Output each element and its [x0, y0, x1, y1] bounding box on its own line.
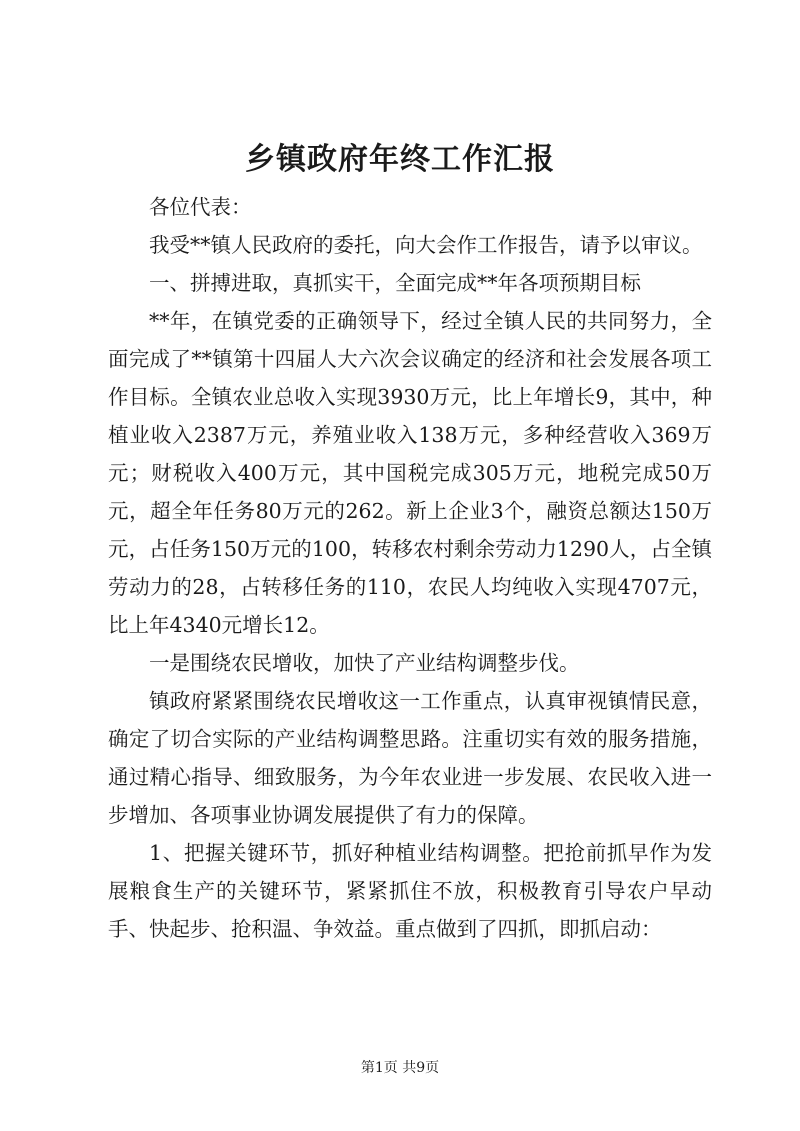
paragraph-intro: 我受**镇人民政府的委托，向大会作工作报告，请予以审议。 — [149, 233, 703, 257]
document-title: 乡镇政府年终工作汇报 — [245, 142, 555, 177]
paragraph-planting-structure: 1、把握关键环节，抓好种植业结构调整。把抢前抓早作为发展粮食生产的关键环节，紧紧抓住不放，积极教育引导农户早动手、快起步、抢积温、争效益。重点做到了四抓，即抓启动： — [108, 841, 712, 941]
paragraph-structure-adjustment: 镇政府紧紧围绕农民增收这一工作重点，认真审视镇情民意，确定了切合实际的产业结构调整思路。注重切实有效的服务措施，通过精心指导、细致服务，为今年农业进一步发展、农民收入进一步增加、各项事业协调发展提供了有力的保障。 — [108, 689, 712, 827]
document-body — [108, 188, 712, 948]
paragraph-summary: **年，在镇党委的正确领导下，经过全镇人民的共同努力，全面完成了**镇第十四届人大六次会议确定的经济和社会发展各项工作目标。全镇农业总收入实现3930万元，比上年增长9，其中，种植业收入2387万元，养殖业收入138万元，多种经营收入369万元；财税收入400万元，其中国税完成305万元，地税完成50万元，超全年任务80万元的262。新上企业3个，融资总额达150万元，占任务150万元的100，转移农村剩余劳动力1290人，占全镇劳动力的28，占转移任务的110，农民人均纯收入实现4707元，比上年4340元增长12。 — [108, 309, 712, 637]
section-heading-1: 一、拼搏进取，真抓实干，全面完成**年各项预期目标 — [149, 271, 641, 295]
subheading-farmer-income: 一是围绕农民增收，加快了产业结构调整步伐。 — [149, 651, 580, 675]
paragraph-salutation: 各位代表： — [149, 195, 252, 219]
page-footer: 第1页 共9页 — [360, 1060, 440, 1076]
